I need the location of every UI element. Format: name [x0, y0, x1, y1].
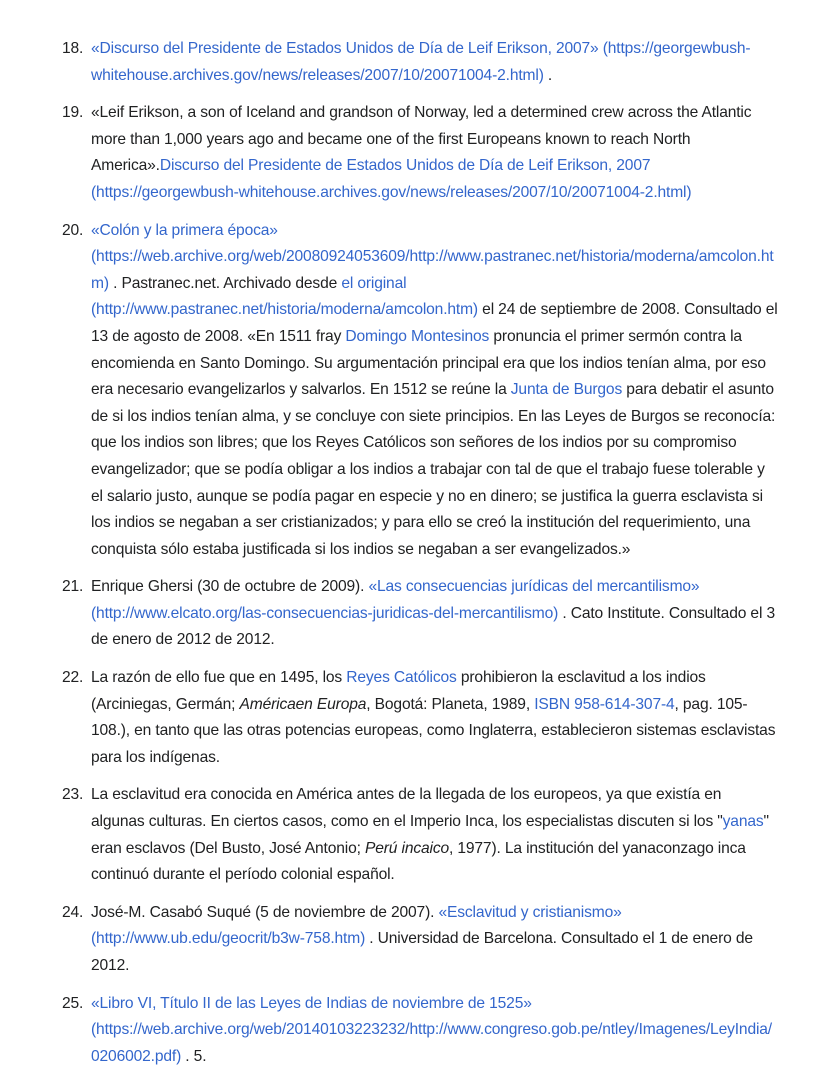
reference-item — [62, 574, 778, 654]
reference-item — [62, 218, 778, 564]
reference-link[interactable]: Reyes Católicos — [346, 669, 457, 687]
reference-title-italic: Américaen Europa — [239, 695, 367, 713]
reference-text-segment: . 5. — [181, 1047, 207, 1065]
reference-link[interactable]: «Esclavitud y cristianismo» (http://www.ub.edu/geocrit/b3w-758.htm) — [91, 903, 622, 948]
reference-text — [91, 991, 778, 1071]
reference-item — [62, 900, 778, 980]
reference-text-segment: José-M. Casabó Suqué (5 de noviembre de 2007). — [91, 903, 439, 921]
reference-link[interactable]: «Libro VI, Título II de las Leyes de Indias de noviembre de 1525» (https://web.archive.org/web/20140103223232/http://www.congreso.gob.pe/ntley/Imagenes/LeyIndia/0206002.pdf) — [91, 994, 772, 1065]
reference-text-segment: , Bogotá: Planeta, 1989, — [366, 695, 535, 713]
reference-item — [62, 36, 778, 89]
reference-number: 18. — [62, 40, 84, 57]
reference-text-segment: «Leif Erikson, a son of Iceland and grandson of Norway, led a determined crew across the Atlantic more than 1,000 years ago and became one of the first Europeans known to reach North America». — [91, 104, 752, 175]
reference-text-segment: para debatir el asunto de si los indios tenían alma, y se concluye con siete principios. En las Leyes de Burgos se reconocía: que los indios son libres; que los Reyes Católicos son señores de los indios por su compromiso evangelizador; que se podía obligar a los indios a trabajar con tal de que el trabajo fuese tolerable y el salario justo, aunque se podía pagar en especie y no en dinero; se justifica la guerra esclavista si los indios se negaban a ser cristianizados; y para ello se creó la institución del requerimiento, una conquista sólo estaba justificada si los indios se negaban a ser evangelizados.» — [91, 381, 776, 558]
reference-number: 23. — [62, 786, 84, 804]
reference-text-segment: La razón de ello fue que en 1495, los — [91, 669, 347, 687]
reference-text — [91, 665, 778, 771]
reference-text-segment: , pag. 105-108.), en tanto que las otras potencias europeas, como Inglaterra, establecieron sistemas esclavistas para los indígenas. — [91, 695, 776, 766]
reference-link[interactable]: el original (http://www.pastranec.net/historia/moderna/amcolon.htm) — [91, 274, 478, 319]
reference-text-segment: . Pastranec.net. Archivado desde — [108, 274, 342, 292]
reference-item — [62, 100, 778, 206]
reference-number: 24. — [62, 903, 84, 921]
reference-link[interactable]: «Colón y la primera época» (https://web.archive.org/web/20080924053609/http://www.pastranec.net/historia/moderna/amcolon.htm) — [91, 221, 774, 292]
reference-number: 25. — [62, 994, 84, 1012]
reference-link[interactable]: «Discurso del Presidente de Estados Unidos de Día de Leif Erikson, 2007» (https://georgewbush-whitehouse.archives.gov/news/releases/2007/10/20071004-2.html) — [91, 40, 751, 84]
reference-item — [62, 665, 778, 771]
reference-text-segment: , 1977). La institución del yanaconzago inca continuó durante el período colonial español. — [91, 839, 746, 884]
reference-text-segment: . Universidad de Barcelona. Consultado el 1 de enero de 2012. — [91, 930, 753, 974]
reference-text-segment: . Cato Institute. Consultado el 3 de enero de 2012 de 2012. — [91, 604, 775, 649]
reference-link[interactable]: ISBN 958-614-307-4 — [534, 695, 675, 713]
reference-text — [91, 100, 778, 206]
reference-text-segment: Enrique Ghersi (30 de octubre de 2009). — [91, 578, 369, 596]
reference-text — [91, 900, 778, 980]
reference-text — [91, 574, 778, 654]
reference-item — [62, 782, 778, 888]
reference-link[interactable]: Domingo Montesinos — [345, 327, 490, 345]
reference-text-segment: pronuncia el primer sermón contra la encomienda en Santo Domingo. Su argumentación principal era que los indios tenían alma, por eso era necesario evangelizarlos y salvarlos. En 1512 se reúne la — [91, 327, 766, 399]
reference-number: 20. — [62, 221, 84, 239]
reference-link[interactable]: «Las consecuencias jurídicas del mercantilismo» (http://www.elcato.org/las-consecuencias-juridicas-del-mercantilismo) — [91, 578, 700, 622]
reference-number: 19. — [62, 104, 84, 122]
reference-link[interactable]: Discurso del Presidente de Estados Unidos de Día de Leif Erikson, 2007 (https://georgewbush-whitehouse.archives.gov/news/releases/2007/10/20071004-2.html) — [91, 157, 692, 201]
reference-text-segment: el 24 de septiembre de 2008. Consultado el 13 de agosto de 2008. «En 1511 fray — [91, 301, 778, 345]
reference-item — [62, 991, 778, 1071]
reference-text — [91, 782, 778, 888]
reference-text-segment: . — [543, 66, 553, 84]
reference-text — [91, 36, 778, 89]
reference-text — [91, 218, 778, 564]
reference-text-segment: prohibieron la esclavitud a los indios (Arciniegas, Germán; — [91, 669, 706, 713]
reference-text-segment: " eran esclavos (Del Busto, José Antonio; — [91, 813, 769, 857]
reference-link[interactable]: Junta de Burgos — [510, 381, 623, 399]
reference-text-segment: La esclavitud era conocida en América antes de la llegada de los europeos, ya que existía en algunas culturas. En ciertos casos, como en el Imperio Inca, los especialistas discuten si los " — [91, 786, 723, 831]
reference-link[interactable]: yanas — [722, 813, 764, 831]
reference-number: 22. — [62, 669, 84, 687]
reference-title-italic: Perú incaico — [364, 839, 449, 857]
reference-number: 21. — [62, 578, 84, 596]
